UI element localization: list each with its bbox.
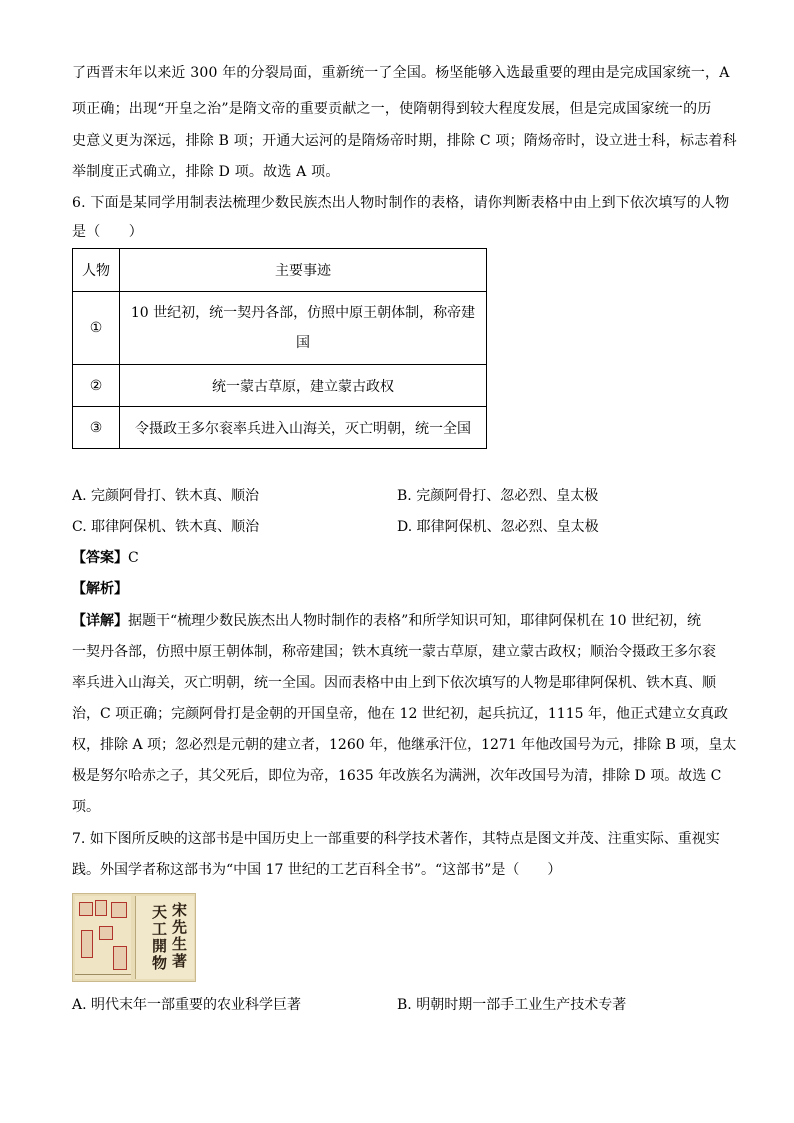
- page-edge: [75, 974, 131, 975]
- text-line: 史意义更为深远，排除 B 项；开通大运河的是隋炀帝时期，排除 C 项；隋炀帝时，设立进士科，标志着科: [72, 133, 737, 149]
- seal-stamp: [111, 902, 127, 918]
- row-deeds: [120, 292, 487, 365]
- book-image: [72, 893, 196, 982]
- seal-stamp: [79, 902, 93, 916]
- question-7-stem-cont: 践。外国学者称这部书为“中国 17 世纪的工艺百科全书”。“这部书”是（ ）: [72, 862, 562, 878]
- question-6-stem: 6. 下面是某同学用制表法梳理少数民族杰出人物时制作的表格，请你判断表格中由上到下依次填写的人物: [72, 195, 730, 211]
- text-line: 项正确；出现“开皇之治”是隋文帝的重要贡献之一，使隋朝得到较大程度发展，但是完成国家统一的历: [72, 101, 712, 117]
- text-line: 了西晋末年以来近 300 年的分裂局面，重新统一了全国。杨坚能够入选最重要的理由是完成国家统一，A: [72, 65, 730, 81]
- book-author-text: 宋先生著: [170, 902, 188, 970]
- detail-line: 极是努尔哈赤之子，其父死后，即位为帝，1635 年改族名为满洲，次年改国号为清，排除 D 项。故选 C: [72, 768, 722, 784]
- row-deeds: 令摄政王多尔衮率兵进入山海关，灭亡明朝，统一全国: [120, 407, 487, 449]
- row-mark: ②: [73, 365, 120, 407]
- table-row: [73, 292, 487, 365]
- table-header-deeds: 主要事迹: [120, 249, 487, 292]
- row-deeds-line: 国: [296, 335, 310, 351]
- option-c[interactable]: C. 耶律阿保机、铁木真、顺治: [72, 519, 260, 535]
- analysis-label: 【解析】: [72, 581, 128, 597]
- table-header-row: [73, 249, 487, 292]
- figures-table: [72, 248, 487, 449]
- option-b[interactable]: B. 明朝时期一部手工业生产技术专著: [397, 997, 627, 1013]
- table-row: [73, 365, 487, 407]
- row-mark: ③: [73, 407, 120, 449]
- seal-stamp: [99, 926, 113, 940]
- detail-tag: 【详解】: [72, 613, 128, 629]
- book-right-page: [135, 896, 194, 979]
- book-left-page: [75, 896, 131, 979]
- seal-stamp: [81, 930, 93, 958]
- row-deeds-line: 10 世纪初，统一契丹各部，仿照中原王朝体制，称帝建: [130, 305, 476, 321]
- book-title-text: 天工開物: [150, 904, 168, 972]
- seal-stamp: [113, 946, 127, 970]
- option-b[interactable]: B. 完颜阿骨打、忽必烈、皇太极: [397, 488, 599, 504]
- table-row: [73, 407, 487, 449]
- text-line: 举制度正式确立，排除 D 项。故选 A 项。: [72, 164, 340, 180]
- answer-line: [72, 543, 139, 574]
- answer-tag: 【答案】: [72, 550, 128, 566]
- detail-line: 治，C 项正确；完颜阿骨打是金朝的开国皇帝，他在 12 世纪初，起兵抗辽，1115 年，他正式建立女真政: [72, 706, 728, 722]
- question-6-stem-cont: 是（ ）: [72, 224, 143, 240]
- detail-line: 率兵进入山海关，灭亡明朝，统一全国。因而表格中由上到下依次填写的人物是耶律阿保机、铁木真、顺: [72, 675, 716, 691]
- analysis-tag: [72, 574, 128, 605]
- option-d[interactable]: D. 耶律阿保机、忽必烈、皇太极: [397, 519, 599, 535]
- detail-line: 权，排除 A 项；忽必烈是元朝的建立者，1260 年，他继承汗位，1271 年他改国号为元，排除 B 项，皇太: [72, 737, 737, 753]
- table-header-person: 人物: [73, 249, 120, 292]
- answer-value: C: [128, 550, 139, 566]
- detail-text: 据题干“梳理少数民族杰出人物时制作的表格”和所学知识可知，耶律阿保机在 10 世纪初，统: [128, 613, 702, 629]
- detail-line: 一契丹各部，仿照中原王朝体制，称帝建国；铁木真统一蒙古草原，建立蒙古政权；顺治令摄政王多尔衮: [72, 644, 716, 660]
- option-a[interactable]: A. 明代末年一部重要的农业科学巨著: [72, 997, 302, 1013]
- seal-stamp: [95, 900, 107, 916]
- detail-line: [72, 606, 701, 637]
- row-mark: ①: [73, 292, 120, 365]
- question-7-stem: 7. 如下图所反映的这部书是中国历史上一部重要的科学技术著作，其特点是图文并茂、注重实际、重视实: [72, 831, 720, 847]
- row-deeds: 统一蒙古草原，建立蒙古政权: [120, 365, 487, 407]
- detail-line: 项。: [72, 799, 100, 815]
- option-a[interactable]: A. 完颜阿骨打、铁木真、顺治: [72, 488, 260, 504]
